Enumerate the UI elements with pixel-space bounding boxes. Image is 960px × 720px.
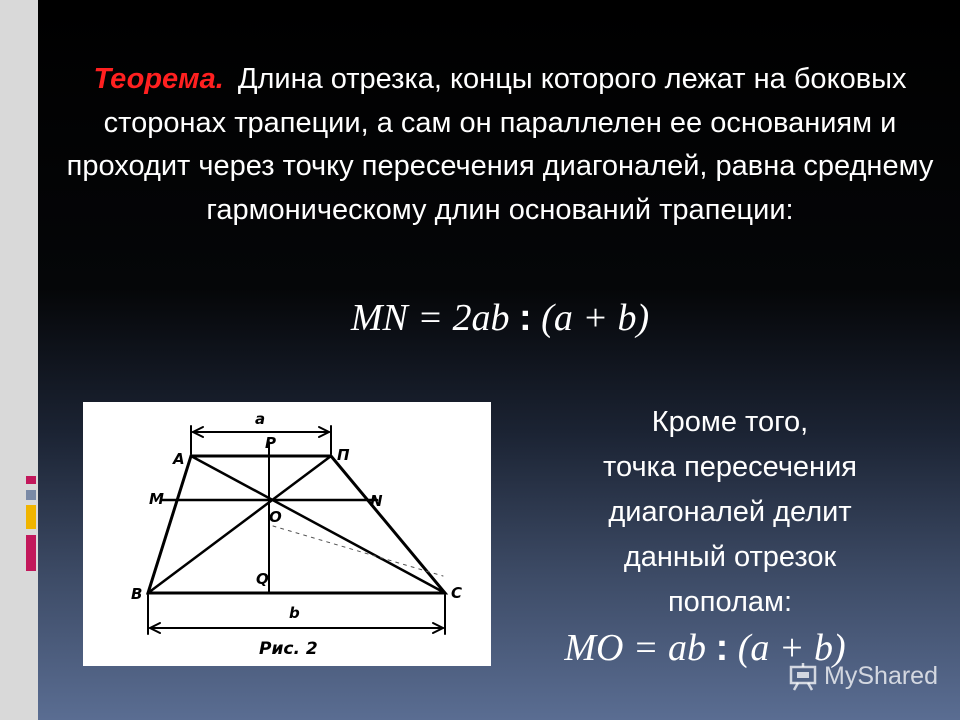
accent-bar [26, 505, 36, 529]
formula-right: (a + b) [541, 297, 650, 339]
presentation-board-icon [788, 661, 818, 691]
formula2-left: MO = ab [564, 627, 707, 669]
label-m: M [149, 490, 164, 508]
side-paragraph [540, 400, 920, 625]
faint-line [273, 526, 443, 576]
trapezoid-diagram [83, 402, 491, 666]
watermark-text: MyShared [824, 661, 938, 690]
accent-bar [26, 476, 36, 484]
theorem-paragraph [60, 58, 940, 232]
theorem-text: Длина отрезка, концы которого лежат на боковых сторонах трапеции, а сам он параллелен ее основаниям и проходит через точку пересечения диагоналей, равна среднему гармоническому длин оснований трапеции: [66, 63, 934, 226]
formula-left: MN = 2ab [350, 297, 510, 339]
label-b-vertex: B [131, 585, 143, 603]
side-line: диагоналей делит [608, 496, 852, 528]
diagonal-bd [148, 456, 331, 593]
label-n: N [370, 492, 383, 510]
accent-bar [26, 490, 36, 500]
label-q: Q [256, 570, 269, 588]
diagonal-ac [191, 456, 445, 593]
formula-colon: : [519, 297, 532, 339]
side-line: Кроме того, [651, 406, 809, 438]
formula2-colon: : [715, 627, 729, 669]
left-strip [0, 0, 38, 720]
label-o: O [269, 508, 282, 526]
accent-bar [26, 535, 36, 571]
label-a-vertex: A [173, 450, 185, 468]
label-a: a [255, 410, 266, 428]
label-b: b [289, 604, 300, 622]
side-line: точка пересечения [603, 451, 857, 483]
main-formula [0, 296, 960, 340]
theorem-lead: Теорема. [93, 63, 224, 95]
formula2-right: (a + b) [737, 627, 846, 669]
label-p: P [265, 434, 276, 452]
side-line: данный отрезок [623, 541, 837, 573]
watermark [788, 658, 938, 694]
figure-caption: Рис. 2 [259, 639, 318, 659]
label-d: Π [337, 446, 350, 464]
side-line: пополам: [667, 586, 793, 618]
trapezoid-figure [83, 402, 491, 666]
label-c: C [451, 584, 463, 602]
trapezoid-outline [148, 456, 445, 593]
